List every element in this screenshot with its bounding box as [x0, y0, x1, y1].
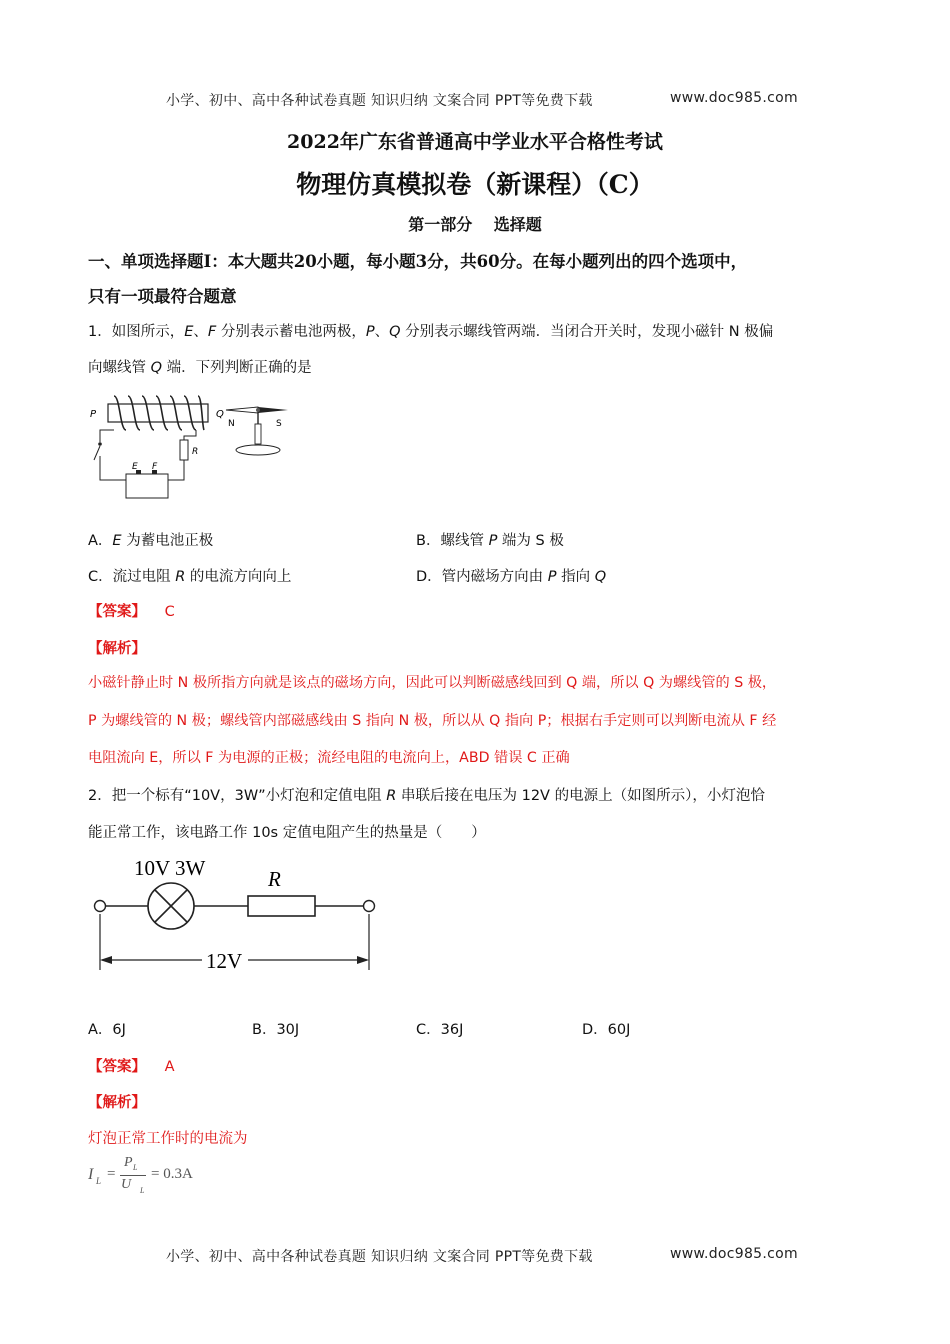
q2-stem-line2: 能正常工作，该电路工作 10s 定值电阻产生的热量是（ ） — [88, 825, 486, 841]
needle-s-half — [258, 407, 288, 413]
q1-answer-row — [88, 600, 175, 621]
header-site-link[interactable]: www.doc985.com — [670, 90, 798, 106]
lamp-rating-label: 10V 3W — [134, 856, 206, 880]
label-Q: Q — [216, 409, 224, 420]
q2-answer-row: 【答案】 A — [88, 1059, 175, 1075]
q2-analysis-label: 【解析】 — [88, 1095, 146, 1111]
label-R: R — [192, 447, 199, 457]
section-heading-line1: 一、单项选择题Ⅰ：本大题共20小题，每小题3分，共60分。在每小题列出的四个选项中， — [88, 252, 748, 271]
q2-answer-value: A — [164, 1059, 175, 1075]
paper-title: 物理仿真模拟卷（新课程）（C） — [296, 170, 654, 199]
footer-text: 小学、初中、高中各种试卷真题 知识归纳 文案合同 PPT等免费下载 — [166, 1249, 593, 1265]
q1-explanation-line3: 电阻流向 E，所以 F 为电源的正极；流经电阻的电流向上，ABD 错误 C 正确 — [88, 750, 570, 766]
arrow-left-icon — [100, 956, 112, 964]
resistor-symbol — [248, 896, 315, 916]
section-heading-line2: 只有一项最符合题意 — [88, 287, 237, 306]
terminal-right — [364, 901, 375, 912]
q2-option-b[interactable]: B．30J — [252, 1022, 300, 1038]
q1-option-d[interactable]: D．管内磁场方向由 P 指向 Q — [416, 569, 607, 585]
compass-figure — [222, 398, 294, 460]
switch-lever — [94, 446, 100, 460]
voltage-label: 12V — [206, 949, 243, 973]
current-formula: I L = P L U L = 0.3A — [88, 1155, 193, 1195]
resistor-R — [180, 440, 188, 460]
label-E: E — [132, 462, 138, 472]
footer-site-link[interactable]: www.doc985.com — [670, 1246, 798, 1262]
q1-option-c[interactable]: C．流过电阻 R 的电流方向向上 — [88, 569, 292, 585]
label-S: S — [276, 419, 282, 429]
part-heading: 第一部分 选择题 — [408, 215, 542, 234]
q2-option-a[interactable]: A．6J — [88, 1022, 126, 1038]
q1-stem-line1: 1．如图所示，E、F 分别表示蓄电池两极，P、Q 分别表示螺线管两端．当闭合开关时，发现小磁针 N 极偏 — [88, 324, 774, 340]
needle-n-half — [226, 407, 258, 413]
q2-stem-line1: 2．把一个标有“10V，3W”小灯泡和定值电阻 R 串联后接在电压为 12V 的电源上（如图所示），小灯泡恰 — [88, 788, 765, 804]
label-N: N — [228, 419, 235, 429]
q1-explanation-line1: 小磁针静止时 N 极所指方向就是该点的磁场方向，因此可以判断磁感线回到 Q 端，所以 Q 为螺线管的 S 极， — [88, 675, 777, 691]
q1-stem-line2: 向螺线管 Q 端．下列判断正确的是 — [88, 360, 312, 376]
q2-explanation-line1: 灯泡正常工作时的电流为 — [88, 1131, 248, 1147]
q1-option-a[interactable]: A．E 为蓄电池正极 — [88, 533, 214, 549]
header-text: 小学、初中、高中各种试卷真题 知识归纳 文案合同 PPT等免费下载 — [166, 93, 593, 109]
q1-explanation-line2: P 为螺线管的 N 极；螺线管内部磁感线由 S 指向 N 极，所以从 Q 指向 P；根据右手定则可以判断电流从 F 经 — [88, 713, 777, 729]
label-P: P — [90, 409, 97, 420]
label-F: F — [152, 462, 158, 472]
terminal-left — [95, 901, 106, 912]
resistor-label: R — [268, 867, 281, 891]
answer-label: 【答案】 — [88, 604, 146, 620]
q1-analysis-label: 【解析】 — [88, 641, 146, 657]
exam-title: 2022年广东省普通高中学业水平合格性考试 — [287, 131, 663, 153]
solenoid-core — [108, 404, 208, 422]
switch-contact — [98, 442, 102, 446]
arrow-right-icon — [357, 956, 369, 964]
q1-option-b[interactable]: B．螺线管 P 端为 S 极 — [416, 533, 564, 549]
q2-circuit-figure — [88, 852, 388, 980]
q2-option-c[interactable]: C．36J — [416, 1022, 464, 1038]
battery — [126, 474, 168, 498]
q1-answer-value: C — [164, 604, 175, 620]
q2-option-d[interactable]: D．60J — [582, 1022, 631, 1038]
lamp-icon — [148, 883, 194, 929]
